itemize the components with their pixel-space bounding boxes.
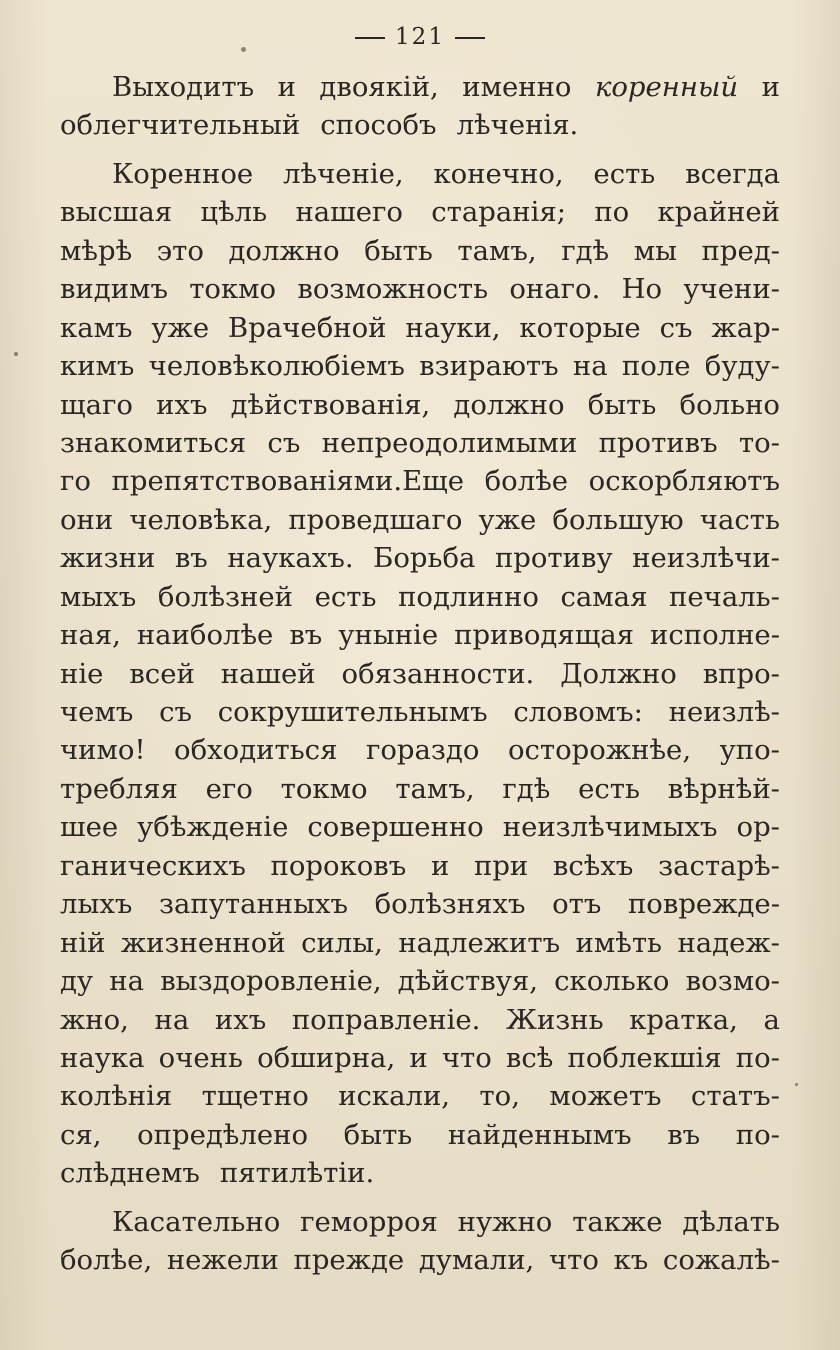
word: обходиться — [174, 734, 338, 767]
word: силы, — [301, 926, 383, 959]
page-number: 121 — [395, 24, 445, 50]
word: цѣль — [200, 196, 268, 229]
word: Жизнь — [506, 1003, 604, 1036]
word: мѣрѣ — [60, 234, 133, 267]
text-line — [60, 1077, 780, 1115]
text-line — [60, 386, 780, 424]
text-line — [60, 1039, 780, 1077]
word: поправленіе. — [291, 1003, 481, 1036]
word: ду — [60, 965, 94, 998]
word: Борьба — [373, 542, 476, 575]
word: съ — [659, 311, 693, 344]
text-line — [60, 693, 780, 731]
word: чемъ — [60, 696, 134, 728]
word: лѣченіе, — [283, 157, 404, 190]
word: лыхъ — [60, 888, 133, 921]
word: мы — [633, 234, 677, 267]
word: должно — [453, 388, 565, 421]
word: по — [594, 196, 630, 229]
text-line — [60, 347, 780, 385]
word: наиболѣе — [136, 619, 274, 652]
text-line — [60, 462, 780, 500]
word: быть — [587, 388, 657, 421]
word: печаль- — [669, 580, 780, 613]
word: обширна, — [257, 1041, 396, 1074]
word: поле — [621, 350, 691, 383]
word: и — [277, 71, 296, 103]
paragraph-gap — [60, 1193, 780, 1203]
word: жизненной — [120, 926, 286, 959]
body-text — [60, 68, 780, 1280]
word: съ — [159, 696, 192, 728]
word: также — [572, 1205, 663, 1238]
word: гдѣ — [561, 234, 610, 267]
word: статъ- — [690, 1080, 780, 1113]
word: самая — [560, 580, 648, 613]
word: Врачебной — [228, 311, 387, 344]
word: Касательно — [112, 1205, 281, 1238]
word: Но — [621, 273, 663, 306]
word: должно — [228, 234, 340, 267]
word: Должно — [560, 657, 677, 690]
text-line — [60, 616, 780, 654]
word: ор- — [736, 811, 780, 844]
word: очень — [158, 1041, 243, 1074]
header-dash-left — [355, 37, 385, 39]
word: нужно — [457, 1205, 553, 1238]
word: буду- — [704, 350, 780, 383]
word: дѣйствованія, — [230, 388, 431, 421]
word: и — [430, 849, 450, 882]
word: го — [60, 465, 91, 498]
word: жно, — [60, 1003, 129, 1036]
word: они — [60, 503, 114, 536]
word: въ — [289, 619, 323, 652]
word: возмо- — [685, 965, 780, 998]
word: именно — [462, 71, 572, 103]
word: по- — [735, 1041, 780, 1074]
text-line — [60, 1154, 780, 1192]
word: и — [761, 71, 780, 103]
word: уныніе — [338, 619, 439, 652]
word: лѣченія. — [456, 109, 579, 142]
word: чимо! — [60, 734, 146, 767]
word: сожалѣ- — [662, 1244, 780, 1277]
word: быть — [343, 1118, 413, 1151]
word: его — [205, 772, 253, 805]
word: тщетно — [201, 1080, 309, 1113]
word: исполне- — [650, 619, 780, 652]
word: щаго — [60, 388, 133, 421]
word: кратка, — [629, 1003, 738, 1036]
word: что — [548, 1244, 599, 1277]
ink-speck — [14, 352, 18, 356]
word: большую — [552, 503, 684, 536]
word: токмо — [189, 273, 277, 306]
word: есть — [314, 580, 377, 613]
word: опредѣлено — [137, 1118, 309, 1151]
word: подлинно — [398, 580, 539, 613]
word: впро- — [702, 657, 780, 690]
word: тамъ, — [395, 772, 475, 805]
word: знакомиться — [60, 426, 247, 459]
word: жизни — [60, 542, 156, 575]
word: оскорбляютъ — [588, 465, 780, 498]
word: Выходитъ — [112, 71, 255, 103]
word: Коренное — [112, 157, 254, 190]
word: застарѣ- — [658, 849, 780, 882]
word: слѣднемъ — [60, 1157, 200, 1190]
text-line — [60, 770, 780, 808]
word: человѣка, — [129, 503, 273, 536]
text-line — [60, 655, 780, 693]
word: уже — [151, 311, 210, 344]
text-line — [60, 424, 780, 462]
text-line — [60, 808, 780, 846]
word: сколько — [554, 965, 670, 998]
word: можетъ — [549, 1080, 662, 1113]
word: шее — [60, 811, 119, 844]
word: всегда — [685, 157, 780, 190]
word: а — [763, 1003, 780, 1036]
word: искали, — [338, 1080, 451, 1113]
word: ихъ — [156, 388, 208, 421]
text-line — [60, 68, 780, 106]
word: имѣть — [575, 926, 663, 959]
word: всѣ — [505, 1041, 554, 1074]
word: болѣзняхъ — [374, 888, 526, 921]
word: требляя — [60, 772, 178, 805]
word: при — [473, 849, 529, 882]
word: взираютъ — [419, 350, 559, 383]
paragraph-gap — [60, 145, 780, 155]
text-line — [60, 1116, 780, 1154]
word: гораздо — [365, 734, 480, 767]
word: въ — [174, 542, 208, 575]
word: на — [154, 1003, 190, 1036]
word: думали, — [418, 1244, 535, 1277]
word: человѣколюбіемъ — [148, 350, 405, 383]
word: непреодолимыми — [321, 426, 578, 459]
word: нежели — [166, 1244, 279, 1277]
word: осторожнѣе, — [507, 734, 692, 767]
word: что — [441, 1041, 492, 1074]
word: въ — [667, 1118, 701, 1151]
text-line — [60, 193, 780, 231]
text-line — [60, 232, 780, 270]
text-line — [60, 962, 780, 1000]
word: жар- — [711, 311, 780, 344]
word: упо- — [719, 734, 780, 767]
word: крайней — [657, 196, 780, 229]
word: пороковъ — [270, 849, 407, 882]
word: словомъ: — [513, 696, 643, 728]
word: конечно, — [433, 157, 564, 190]
word: которые — [519, 311, 641, 344]
word: ніе — [60, 657, 104, 690]
word: на — [109, 965, 145, 998]
word: запутанныхъ — [158, 888, 349, 921]
word: противъ — [598, 426, 718, 459]
word: поврежде- — [627, 888, 780, 921]
word: пятилѣтіи. — [219, 1157, 375, 1190]
word: ганическихъ — [60, 849, 246, 882]
word: приводящая — [454, 619, 635, 652]
word: дѣйствуя, — [397, 965, 538, 998]
word: болѣзней — [157, 580, 293, 613]
emphasis-word: коренный — [594, 71, 739, 103]
text-line — [60, 578, 780, 616]
word: проведшаго — [288, 503, 463, 536]
header-dash-right — [455, 37, 485, 39]
text-line — [60, 1001, 780, 1039]
word: совершенно — [307, 811, 484, 844]
word: ихъ — [214, 1003, 267, 1036]
word: надеж- — [677, 926, 780, 959]
word: прежде — [293, 1244, 405, 1277]
word: препятствованіями.Еще — [111, 465, 465, 498]
word: сокрушительнымъ — [217, 696, 488, 728]
text-line — [60, 501, 780, 539]
word: двоякій, — [319, 71, 439, 103]
word: дѣлать — [682, 1205, 780, 1238]
word: быть — [364, 234, 433, 267]
word: гдѣ — [502, 772, 551, 805]
word: выздоровленіе, — [160, 965, 382, 998]
word: вѣрнѣй- — [667, 772, 780, 805]
word: пред- — [701, 234, 780, 267]
text-line — [60, 1203, 780, 1241]
text-line — [60, 309, 780, 347]
text-line — [60, 539, 780, 577]
text-line — [60, 924, 780, 962]
word: обязанности. — [341, 657, 535, 690]
text-line — [60, 155, 780, 193]
word: больно — [679, 388, 780, 421]
word: къ — [613, 1244, 649, 1277]
word: на — [572, 350, 608, 383]
word: камъ — [60, 311, 133, 344]
word: неизлѣ- — [668, 696, 780, 728]
word: то- — [738, 426, 780, 459]
text-line — [60, 885, 780, 923]
word: убѣжденіе — [137, 811, 289, 844]
word: неизлѣчимыхъ — [502, 811, 718, 844]
word: тамъ, — [457, 234, 537, 267]
text-line — [60, 847, 780, 885]
word: ній — [60, 926, 106, 959]
word: уже — [478, 503, 537, 536]
word: найденнымъ — [447, 1118, 632, 1151]
word: видимъ — [60, 273, 168, 306]
word: колѣнія — [60, 1080, 173, 1113]
word: болѣе, — [60, 1244, 153, 1277]
word: то, — [479, 1080, 520, 1113]
page-header — [0, 24, 840, 50]
word: есть — [593, 157, 656, 190]
word: наука — [60, 1041, 145, 1074]
word: по- — [735, 1118, 780, 1151]
word: и — [409, 1041, 428, 1074]
word: поблекшія — [567, 1041, 722, 1074]
word: старанія; — [431, 196, 567, 229]
word: всѣхъ — [552, 849, 634, 882]
word: мыхъ — [60, 580, 137, 613]
word: это — [156, 234, 204, 267]
word: кимъ — [60, 350, 135, 383]
word: наукахъ. — [227, 542, 354, 575]
word: науки, — [405, 311, 501, 344]
word: облегчительный — [60, 109, 301, 142]
word: есть — [578, 772, 640, 805]
word: возможность — [297, 273, 489, 306]
text-line — [60, 270, 780, 308]
word: способъ — [320, 109, 437, 142]
word: нашего — [295, 196, 403, 229]
word: учени- — [683, 273, 780, 306]
word: отъ — [552, 888, 602, 921]
word: токмо — [280, 772, 368, 805]
text-line — [60, 1241, 780, 1279]
word: съ — [267, 426, 301, 459]
text-line — [60, 731, 780, 769]
word: высшая — [60, 196, 173, 229]
word: ная, — [60, 619, 121, 652]
word: ся, — [60, 1118, 102, 1151]
word: надлежитъ — [398, 926, 561, 959]
word: часть — [699, 503, 780, 536]
word: всей — [129, 657, 195, 690]
word: нашей — [220, 657, 316, 690]
word: противу — [494, 542, 613, 575]
word: геморроя — [300, 1205, 438, 1238]
ink-speck — [795, 1083, 798, 1086]
word: онаго. — [509, 273, 601, 306]
text-line — [60, 106, 780, 144]
word: болѣе — [484, 465, 569, 498]
word: неизлѣчи- — [632, 542, 780, 575]
